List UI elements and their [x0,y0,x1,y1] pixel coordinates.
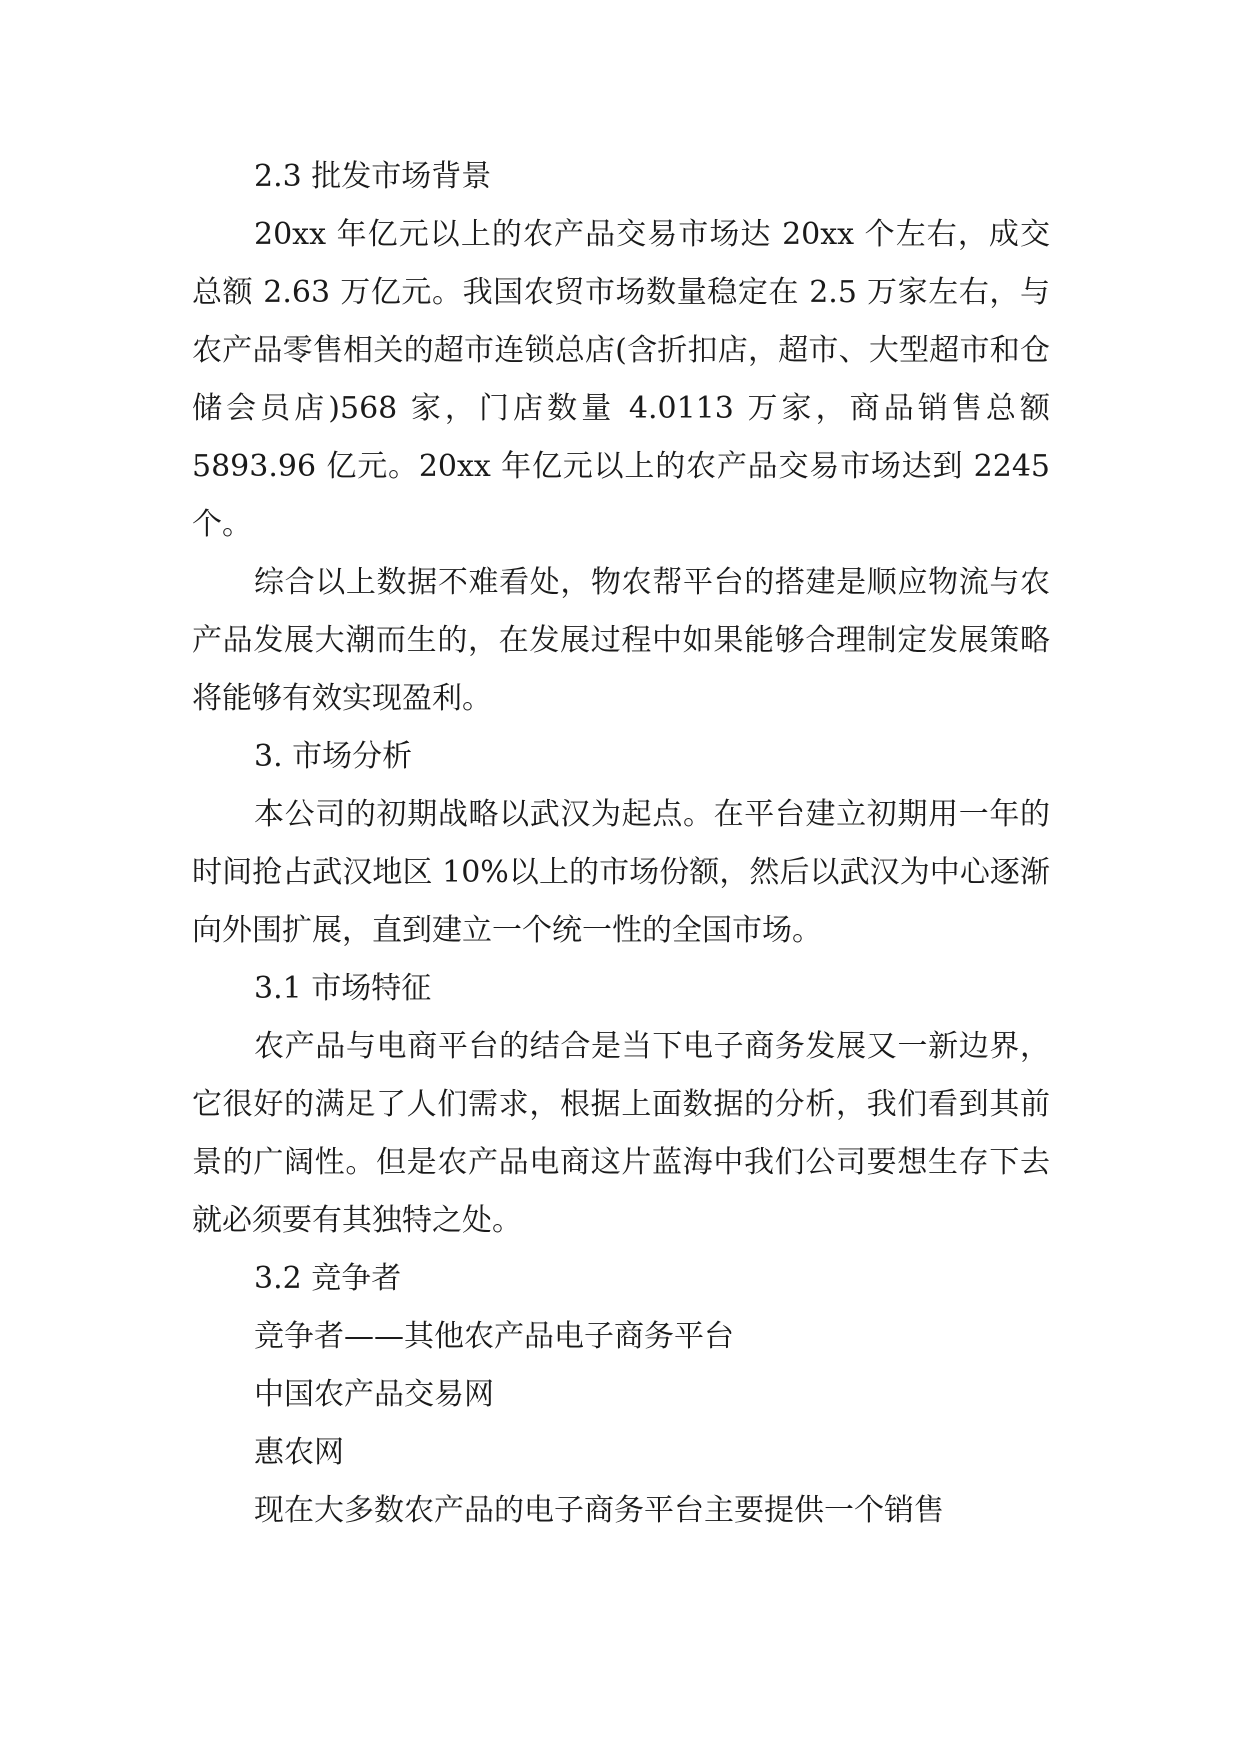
paragraph-platform-note: 现在大多数农产品的电子商务平台主要提供一个销售 [254,1493,944,1528]
competitor-line-1: 中国农产品交易网 [254,1377,494,1412]
section-heading-3-2: 3.2 竞争者 [254,1261,402,1296]
competitor-line-category: 竞争者——其他农产品电子商务平台 [254,1319,734,1354]
paragraph-summary: 综合以上数据不难看处，物农帮平台的搭建是顺应物流与农产品发展大潮而生的，在发展过程中如果能够合理制定发展策略将能够有效实现盈利。 [192,565,1050,716]
paragraph-initial-strategy: 本公司的初期战略以武汉为起点。在平台建立初期用一年的时间抢占武汉地区 10%以上的市场份额，然后以武汉为中心逐渐向外围扩展，直到建立一个统一性的全国市场。 [192,797,1050,948]
document-page [192,148,1050,1540]
competitor-line-2: 惠农网 [254,1435,344,1470]
section-heading-3-1: 3.1 市场特征 [254,971,432,1006]
section-heading-2-3: 2.3 批发市场背景 [254,159,492,194]
section-heading-3: 3. 市场分析 [254,739,413,774]
paragraph-market-features: 农产品与电商平台的结合是当下电子商务发展又一新边界，它很好的满足了人们需求，根据上面数据的分析，我们看到其前景的广阔性。但是农产品电商这片蓝海中我们公司要想生存下去就必须要有其独特之处。 [192,1029,1050,1238]
paragraph-market-statistics: 20xx 年亿元以上的农产品交易市场达 20xx 个左右，成交总额 2.63 万亿元。我国农贸市场数量稳定在 2.5 万家左右，与农产品零售相关的超市连锁总店(含折扣店，超市、大型超市和仓储会员店)568 家，门店数量 4.0113 万家，商品销售总额 5893.96 亿元。20xx 年亿元以上的农产品交易市场达到 2245 个。 [192,217,1050,542]
